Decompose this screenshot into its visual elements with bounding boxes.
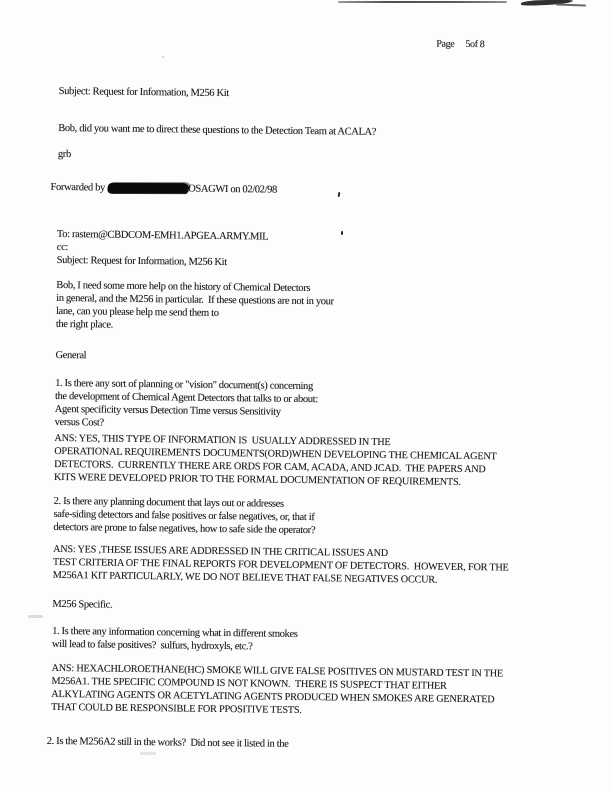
text-line: Agent specificity versus Detection Time versus Sensitivity: [54, 403, 281, 418]
m256-answer-1: [51, 662, 503, 720]
text-line: the right place.: [55, 318, 114, 331]
to-line: To: rastern@CBDCOM-EMH1.APGEA.ARMY.MIL: [56, 228, 269, 243]
text-line: M256A1. THE SPECIFIC COMPOUND IS NOT KNOWN. THERE IS SUSPECT THAT EITHER: [51, 675, 447, 692]
question-1: [55, 377, 319, 432]
forwarded-line: [50, 181, 277, 197]
text-line: M256A1 KIT PARTICULARLY, WE DO NOT BELIEVE THAT FALSE NEGATIVES OCCUR.: [52, 569, 438, 586]
text-line: ALKYLATING AGENTS OR ACETYLATING AGENTS PRODUCED WHEN SMOKES ARE GENERATED: [51, 688, 495, 706]
text-line: Subject: Request for Information, M256 Kit: [58, 85, 229, 100]
text-line: THAT COULD BE RESPONSIBLE FOR PPOSITIVE TESTS.: [51, 701, 302, 716]
text-line: ANS: YES, THIS TYPE OF INFORMATION IS USUALLY ADDRESSED IN THE: [54, 432, 391, 449]
text-line: ANS: YES ,THESE ISSUES ARE ADDRESSED IN THE CRITICAL ISSUES AND: [53, 543, 389, 560]
redaction-mark: [107, 183, 188, 193]
text-line: detectors are prone to false negatives, how to safe side the operator?: [53, 521, 316, 537]
m256-question-1: [52, 625, 298, 654]
page-number: 5of 8: [465, 38, 485, 51]
text-line: ANS: HEXACHLOROETHANE(HC) SMOKE WILL GIVE FALSE POSITIVES ON MUSTARD TEST IN THE: [51, 662, 504, 680]
text-line: [50, 181, 277, 197]
text-line: Bob, I need some more help on the history of Chemical Detectors: [56, 279, 311, 295]
text-line: M256 Specific.: [52, 598, 113, 611]
page-number-header: [436, 38, 484, 52]
text-line: DETECTORS. CURRENTLY THERE ARE ORDS FOR CAM, ACADA, AND JCAD. THE PAPERS AND: [54, 458, 486, 476]
answer-1: [54, 432, 497, 489]
page-label: Page: [436, 38, 455, 50]
text-line: safe-siding detectors and false positives or false negatives, or, that if: [53, 508, 315, 524]
cc-line: cc:: [56, 241, 69, 254]
bob-question: [58, 122, 376, 139]
intro-paragraph: [56, 279, 334, 334]
text-line: General: [55, 349, 87, 362]
subject-line: Subject: Request for Information, M256 Kit: [56, 254, 227, 269]
text-line: 1. Is there any sort of planning or "vision" document(s) concerning: [55, 377, 313, 393]
forwarded-suffix: OSAGWI on 02/02/98: [188, 183, 278, 196]
text-line: KITS WERE DEVELOPED PRIOR TO THE FORMAL DOCUMENTATION OF REQUIREMENTS.: [53, 471, 461, 488]
section-heading-general: [55, 349, 86, 362]
text-line: 1. Is there any information concerning what in different smokes: [52, 625, 298, 640]
text-line: the development of Chemical Agent Detectors that talks to or about:: [54, 390, 318, 406]
text-line: in general, and the M256 in particular. If these questions are not in your: [56, 292, 334, 308]
mail-header-block: [57, 228, 269, 270]
text-line: versus Cost?: [54, 416, 104, 429]
initials: [58, 148, 71, 161]
text-line: OPERATIONAL REQUIREMENTS DOCUMENTS(ORD)WHEN DEVELOPING THE CHEMICAL AGENT: [54, 445, 497, 463]
section-heading-m256: [52, 598, 112, 612]
text-line: 2. Is the M256A2 still in the works? Did not see it listed in the: [46, 735, 289, 750]
text-line: 2. Is there any planning document that lays out or addresses: [53, 495, 284, 510]
m256-question-2: [47, 735, 289, 751]
answer-2: [53, 543, 509, 588]
subject-line-top: [59, 85, 229, 100]
text-line: lane, can you please help me send them to: [55, 305, 219, 319]
text-line: TEST CRITERIA OF THE FINAL REPORTS FOR DEVELOPMENT OF DETECTORS. HOWEVER, FOR THE: [52, 556, 509, 574]
text-line: Bob, did you want me to direct these questions to the Detection Team at ACALA?: [58, 122, 377, 138]
question-2: [53, 495, 315, 537]
forwarded-prefix: Forwarded by: [50, 181, 108, 194]
text-line: will lead to false positives? sulfurs, hydroxyls, etc.?: [51, 638, 253, 653]
text-line: grb: [57, 148, 71, 161]
